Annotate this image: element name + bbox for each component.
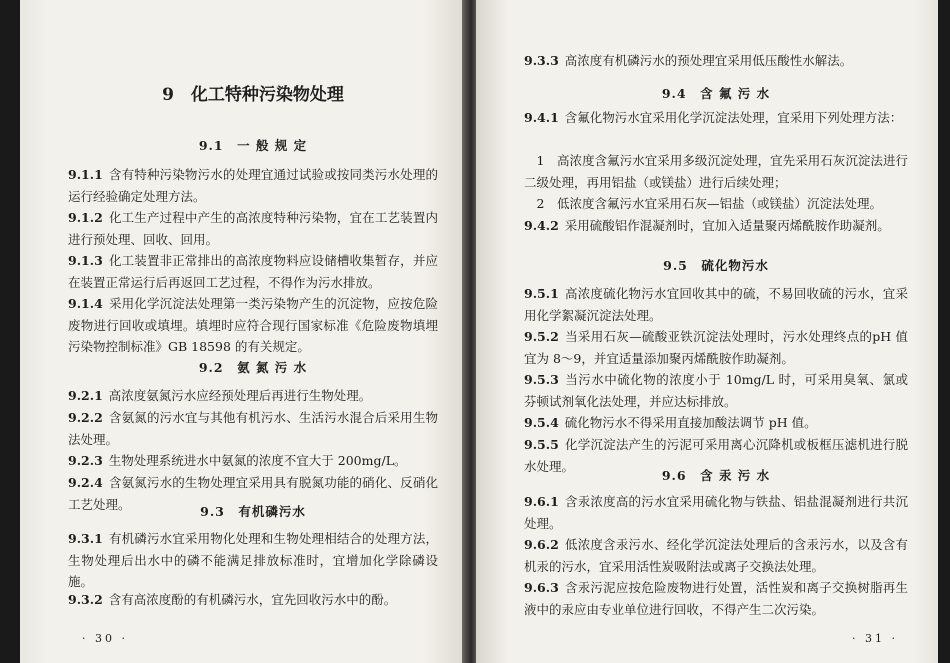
clause-9-1-3 <box>68 250 438 293</box>
clause-9-4-1 <box>524 107 908 129</box>
clause-9-6-2 <box>524 534 908 577</box>
clause-9-4-1-item-2: 2 低浓度含氟污水宜采用石灰—铝盐（或镁盐）沉淀法处理。 <box>536 196 882 211</box>
clause-text: 含汞污泥应按危险废物进行处置，活性炭和离子交换树脂再生液中的汞应由专业单位进行回收，不得产生二次污染。 <box>524 580 908 617</box>
clause-9-5-2 <box>524 326 908 369</box>
clause-text: 含氨氮的污水宜与其他有机污水、生活污水混合后采用生物法处理。 <box>68 410 438 447</box>
clause-text: 含氟化物污水宜采用化学沉淀法处理，宜采用下列处理方法： <box>564 110 903 125</box>
clause-9-2-2 <box>68 407 438 450</box>
clause-number: 9.5.3 <box>524 372 559 387</box>
scan-edge-left <box>0 0 20 663</box>
clause-text: 硫化物污水不得采用直接加酸法调节 pH 值。 <box>564 415 817 430</box>
clause-text: 含有特种污染物污水的处理宜通过试验或按同类污水处理的运行经验确定处理方法。 <box>68 167 438 204</box>
clause-text: 含有高浓度酚的有机磷污水，宜先回收污水中的酚。 <box>108 592 397 607</box>
page-left <box>20 0 468 663</box>
clause-number: 9.3.1 <box>68 531 103 546</box>
clause-number: 9.1.4 <box>68 296 103 311</box>
section-title-9-4: 9.4 含 氟 污 水 <box>661 86 771 101</box>
clause-number: 9.2.1 <box>68 388 103 403</box>
clause-text: 生物处理系统进水中氨氮的浓度不宜大于 200mg/L。 <box>108 453 407 468</box>
clause-number: 9.5.2 <box>524 329 559 344</box>
clause-number: 9.6.2 <box>524 537 559 552</box>
clause-text: 高浓度有机磷污水的预处理宜采用低压酸性水解法。 <box>564 53 853 68</box>
clause-9-4-2 <box>524 215 908 237</box>
clause-text: 化学沉淀法产生的污泥可采用离心沉降机或板框压滤机进行脱水处理。 <box>524 437 908 474</box>
clause-text: 化工生产过程中产生的高浓度特种污染物，宜在工艺装置内进行预处理、回收、回用。 <box>68 210 438 247</box>
chapter-title: 9 化工特种污染物处理 <box>162 85 344 105</box>
clause-number: 9.5.1 <box>524 286 559 301</box>
clause-number: 9.5.5 <box>524 437 559 452</box>
section-title-9-6: 9.6 含 汞 污 水 <box>661 468 771 483</box>
section-title-9-3: 9.3 有机磷污水 <box>200 504 306 519</box>
clause-9-4-1-item-1: 1 高浓度含氟污水宜采用多级沉淀处理，宜先采用石灰沉淀法进行二级处理，再用铝盐（或镁盐）进行后续处理； <box>524 153 908 190</box>
clause-9-1-2 <box>68 207 438 250</box>
clause-9-2-1 <box>68 385 438 407</box>
clause-number: 9.1.3 <box>68 253 103 268</box>
clause-number: 9.6.1 <box>524 494 559 509</box>
clause-text: 低浓度含汞污水、经化学沉淀法处理后的含汞污水，以及含有机汞的污水，宜采用活性炭吸附法或离子交换法处理。 <box>524 537 908 574</box>
clause-9-5-1 <box>524 283 908 326</box>
scan-edge-right <box>938 0 950 663</box>
clause-9-5-4 <box>524 412 908 434</box>
clause-text: 采用硫酸铝作混凝剂时，宜加入适量聚丙烯酰胺作助凝剂。 <box>564 218 890 233</box>
clause-text: 含汞浓度高的污水宜采用硫化物与铁盐、铝盐混凝剂进行共沉处理。 <box>524 494 908 531</box>
clause-number: 9.3.2 <box>68 592 103 607</box>
clause-9-3-2 <box>68 589 438 611</box>
section-title-9-5: 9.5 硫化物污水 <box>663 258 769 273</box>
clause-number: 9.2.3 <box>68 453 103 468</box>
clause-text: 高浓度氨氮污水应经预处理后再进行生物处理。 <box>108 388 372 403</box>
page-number-left: · 30 · <box>82 632 128 645</box>
clause-number: 9.6.3 <box>524 580 559 595</box>
clause-9-6-1 <box>524 491 908 534</box>
clause-9-1-4 <box>68 293 438 358</box>
clause-text: 有机磷污水宜采用物化处理和生物处理相结合的处理方法，生物处理后出水中的磷不能满足排放标准时，宜增加化学除磷设施。 <box>68 531 438 589</box>
clause-text: 采用化学沉淀法处理第一类污染物产生的沉淀物，应按危险废物进行回收或填埋。填埋时应符合现行国家标准《危险废物填埋污染物控制标准》GB 18598 的有关规定。 <box>68 296 438 354</box>
clause-9-6-3 <box>524 577 908 620</box>
page-number-right: · 31 · <box>852 632 898 645</box>
clause-text: 化工装置非正常排出的高浓度物料应设储槽收集暂存，并应在装置正常运行后再返回工艺过程，不得作为污水排放。 <box>68 253 438 290</box>
clause-text: 当采用石灰—硫酸亚铁沉淀法处理时，污水处理终点的pH 值宜为 8～9，并宜适量添加聚丙烯酰胺作助凝剂。 <box>524 329 908 366</box>
section-title-9-1: 9.1 一 般 规 定 <box>198 138 308 153</box>
page-right <box>476 0 938 663</box>
clause-number: 9.4.1 <box>524 110 559 125</box>
clause-9-2-3 <box>68 450 438 472</box>
clause-number: 9.1.2 <box>68 210 103 225</box>
clause-number: 9.5.4 <box>524 415 559 430</box>
clause-number: 9.4.2 <box>524 218 559 233</box>
clause-9-3-1 <box>68 528 438 593</box>
clause-text: 含氨氮污水的生物处理宜采用具有脱氮功能的硝化、反硝化工艺处理。 <box>68 475 438 512</box>
clause-number: 9.1.1 <box>68 167 103 182</box>
clause-number: 9.2.4 <box>68 475 103 490</box>
clause-number: 9.3.3 <box>524 53 559 68</box>
clause-number: 9.2.2 <box>68 410 103 425</box>
clause-text: 当污水中硫化物的浓度小于 10mg/L 时，可采用臭氧、氯或芬顿试剂氧化法处理，并应达标排放。 <box>524 372 908 409</box>
clause-9-3-3 <box>524 50 908 72</box>
clause-text: 高浓度硫化物污水宜回收其中的硫，不易回收硫的污水，宜采用化学絮凝沉淀法处理。 <box>524 286 908 323</box>
clause-9-5-3 <box>524 369 908 412</box>
section-title-9-2: 9.2 氨 氮 污 水 <box>198 360 308 375</box>
clause-9-1-1 <box>68 164 438 207</box>
